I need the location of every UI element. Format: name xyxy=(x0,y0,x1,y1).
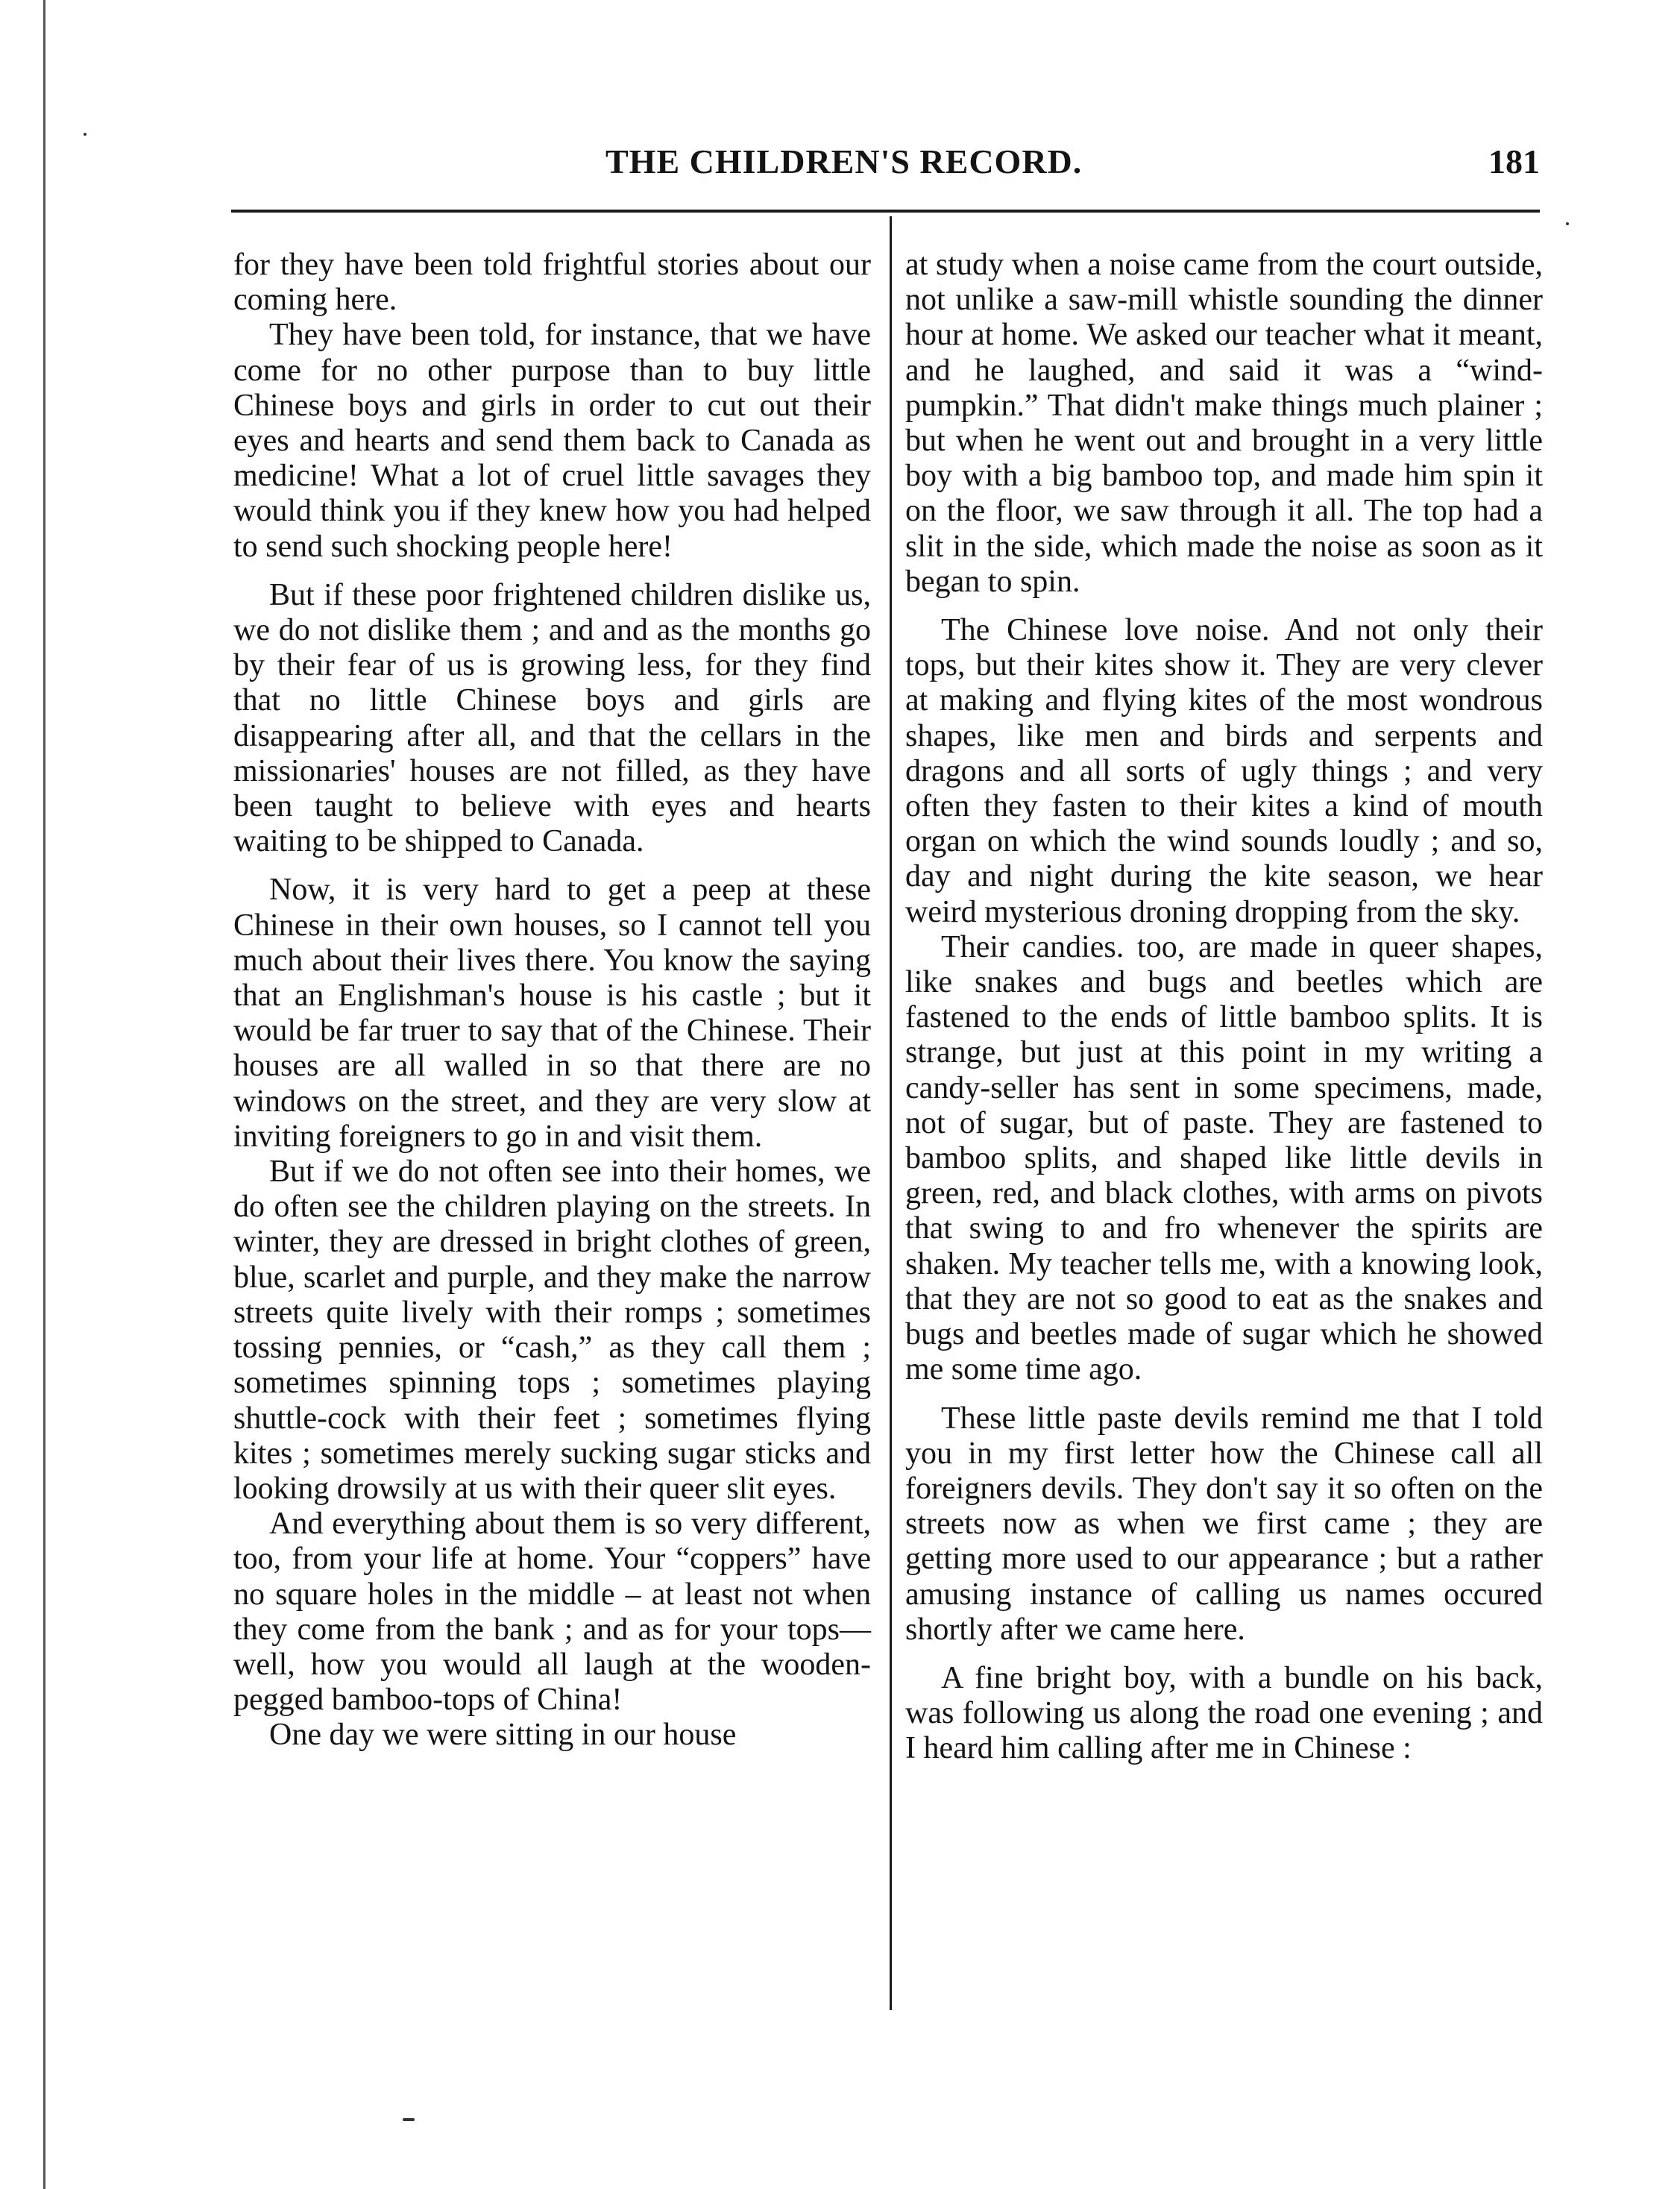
right-column xyxy=(905,248,1543,1767)
print-speck xyxy=(1566,222,1569,225)
paragraph: A fine bright boy, with a bundle on his back, was following us along the road one evening ; and I heard him calling after me in Chinese : xyxy=(905,1660,1543,1766)
paragraph: Their candies. too, are made in queer shapes, like snakes and bugs and beetles which are fastened to the ends of little bamboo splits. It is strange, but just at this point in my writing a candy-seller has sent in some specimens, made, not of sugar, but of paste. They are fastened to bamboo splits, and shaped like little devils in green, red, and black clothes, with arms on pivots that swing to and fro whenever the spirits are shaken. My teacher tells me, with a knowing look, that they are not so good to eat as the snakes and bugs and beetles made of sugar which he showed me some time ago. xyxy=(905,929,1543,1387)
paragraph: But if we do not often see into their homes, we do often see the children playing on the streets. In winter, they are dressed in bright clothes of green, blue, scarlet and purple, and they make the narrow streets quite lively with their romps ; sometimes tossing pennies, or “cash,” as they call them ; sometimes spinning tops ; sometimes playing shuttle-cock with their feet ; sometimes flying kites ; sometimes merely sucking sugar sticks and looking drowsily at us with their queer slit eyes. xyxy=(233,1155,871,1506)
paragraph: And everything about them is so very different, too, from your life at home. Your “coppers” have no square holes in the middle – at least not when they come from the bank ; and as for your tops— well, how you would all laugh at the wooden-pegged bamboo-tops of China! xyxy=(233,1507,871,1718)
page-header xyxy=(231,142,1540,194)
paragraph: These little paste devils remind me that I told you in my first letter how the Chinese call all foreigners devils. They don't say it so often on the streets now as when we first came ; they are getting more used to our appearance ; but a rather amusing instance of calling us names occured shortly after we came here. xyxy=(905,1401,1543,1647)
paragraph: The Chinese love noise. And not only their tops, but their kites show it. They are very clever at making and flying kites of the most wondrous shapes, like men and birds and serpents and dragons and all sorts of ugly things ; and very often they fasten to their kites a kind of mouth organ on which the wind sounds loudly ; and so, day and night during the kite season, we hear weird mysterious droning dropping from the sky. xyxy=(905,613,1543,929)
print-speck xyxy=(403,2118,415,2121)
paragraph: at study when a noise came from the court outside, not unlike a saw-mill whistle sounding the dinner hour at home. We asked our teacher what it meant, and he laughed, and said it was a “wind-pumpkin.” That didn't make things much plainer ; but when he went out and brought in a very little boy with a big bamboo top, and made him spin it on the floor, we saw through it all. The top had a slit in the side, which made the noise as soon as it began to spin. xyxy=(905,248,1543,599)
page-edge-line xyxy=(43,0,45,2189)
paragraph: One day we were sitting in our house xyxy=(269,1718,737,1753)
paragraph: Now, it is very hard to get a peep at these Chinese in their own houses, so I cannot tell you much about their lives there. You know the saying that an Englishman's house is his castle ; but it would be far truer to say that of the Chinese. Their houses are all walled in so that there are no windows on the street, and they are very slow at inviting foreigners to go in and visit them. xyxy=(233,873,871,1154)
paragraph: for they have been told frightful stories about our coming here. xyxy=(233,248,871,318)
header-rule xyxy=(231,210,1540,213)
left-column xyxy=(233,248,871,1753)
page-number: 181 xyxy=(1488,142,1540,180)
print-speck xyxy=(84,133,86,136)
running-title: THE CHILDREN'S RECORD. xyxy=(605,142,1083,180)
paragraph: But if these poor frightened children dislike us, we do not dislike them ; and and as the months go by their fear of us is growing less, for they find that no little Chinese boys and girls are disappearing after all, and that the cellars in the missionaries' houses are not filled, as they have been taught to believe with eyes and hearts waiting to be shipped to Canada. xyxy=(233,577,871,859)
column-divider xyxy=(890,216,892,2010)
paragraph: They have been told, for instance, that we have come for no other purpose than to buy little Chinese boys and girls in order to cut out their eyes and hearts and send them back to Canada as medicine! What a lot of cruel little savages they would think you if they knew how you had helped to send such shocking people here! xyxy=(233,318,871,564)
